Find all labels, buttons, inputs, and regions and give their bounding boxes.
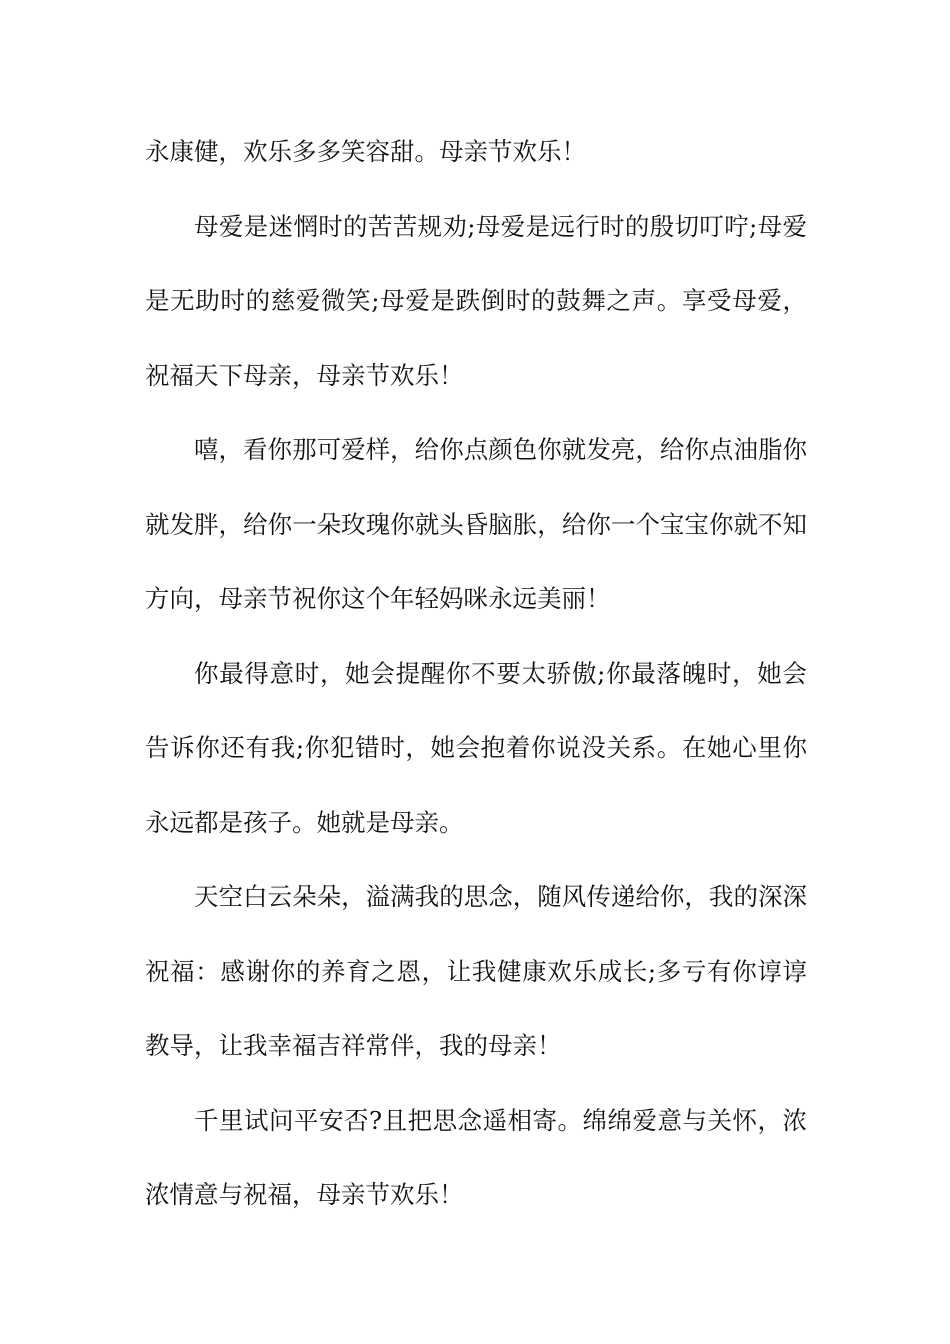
paragraph: 千里试问平安否?且把思念遥相寄。绵绵爱意与关怀，浓浓情意与祝福，母亲节欢乐！ <box>145 1105 807 1209</box>
paragraph: 母爱是迷惘时的苦苦规劝;母爱是远行时的殷切叮咛;母爱是无助时的慈爱微笑;母爱是跌倒时的鼓舞之声。享受母爱，祝福天下母亲，母亲节欢乐！ <box>145 211 807 390</box>
paragraph-continuation: 永康健，欢乐多多笑容甜。母亲节欢乐！ <box>145 137 586 166</box>
paragraph: 你最得意时，她会提醒你不要太骄傲;你最落魄时，她会告诉你还有我;你犯错时，她会抱着你说没关系。在她心里你永远都是孩子。她就是母亲。 <box>145 658 807 837</box>
paragraph: 天空白云朵朵，溢满我的思念，随风传递给你，我的深深祝福：感谢你的养育之恩，让我健康欢乐成长;多亏有你谆谆教导，让我幸福吉祥常伴，我的母亲！ <box>145 882 807 1060</box>
document-body <box>145 115 807 1233</box>
paragraph: 嘻，看你那可爱样，给你点颜色你就发亮，给你点油脂你就发胖，给你一朵玫瑰你就头昏脑胀，给你一个宝宝你就不知方向，母亲节祝你这个年轻妈咪永远美丽！ <box>145 435 807 613</box>
